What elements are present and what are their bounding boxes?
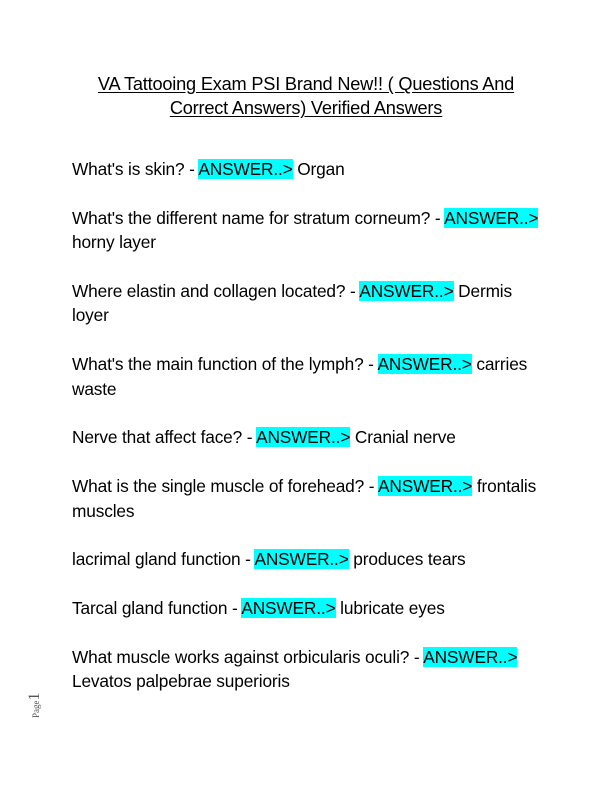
title-line-2: Correct Answers) Verified Answers (169, 98, 443, 118)
answer-marker: ANSWER..> (377, 354, 472, 375)
answer-marker: ANSWER..> (256, 427, 351, 448)
qa-list (72, 157, 544, 718)
answer-text: produces tears (348, 549, 466, 570)
qa-item (72, 547, 544, 571)
answer-text: frontalis muscles (72, 476, 537, 521)
answer-marker: ANSWER..> (444, 207, 539, 228)
qa-item (72, 596, 544, 620)
question-text: Tarcal gland function - (72, 598, 242, 619)
question-text: What's is skin? - (72, 159, 199, 179)
question-text: Where elastin and collagen located? - (72, 281, 360, 301)
qa-item (72, 645, 544, 694)
document-title (72, 72, 540, 120)
answer-marker: ANSWER..> (359, 281, 454, 301)
answer-text: Organ (292, 159, 345, 179)
answer-marker: ANSWER..> (423, 647, 518, 667)
answer-text: Dermis loyer (72, 281, 512, 326)
title-line-1: VA Tattooing Exam PSI Brand New!! ( Questions And (97, 74, 515, 94)
question-text: What's the main function of the lymph? - (72, 354, 378, 375)
qa-item (72, 352, 544, 401)
question-text: Nerve that affect face? - (72, 427, 257, 448)
question-text: What is the single muscle of forehead? - (72, 476, 379, 497)
page-number: 1 (26, 692, 43, 701)
qa-item (72, 279, 544, 328)
answer-marker: ANSWER..> (241, 598, 336, 619)
answer-text: Levatos palpebrae superioris (72, 671, 290, 692)
answer-text: lubricate eyes (335, 598, 445, 619)
question-text: What muscle works against orbicularis oculi? - (72, 647, 424, 667)
answer-text: horny layer (72, 232, 156, 253)
answer-text: Cranial nerve (350, 427, 456, 448)
qa-item (72, 425, 544, 449)
qa-item (72, 206, 544, 255)
qa-item (72, 157, 544, 181)
answer-marker: ANSWER..> (198, 159, 293, 179)
answer-text: carries waste (72, 354, 528, 399)
question-text: What's the different name for stratum corneum? - (72, 207, 445, 228)
page-label: Page (31, 700, 41, 718)
page-number-footer (26, 693, 44, 719)
question-text: lacrimal gland function - (72, 549, 255, 570)
qa-item (72, 474, 544, 523)
answer-marker: ANSWER..> (378, 476, 473, 497)
answer-marker: ANSWER..> (254, 549, 349, 570)
